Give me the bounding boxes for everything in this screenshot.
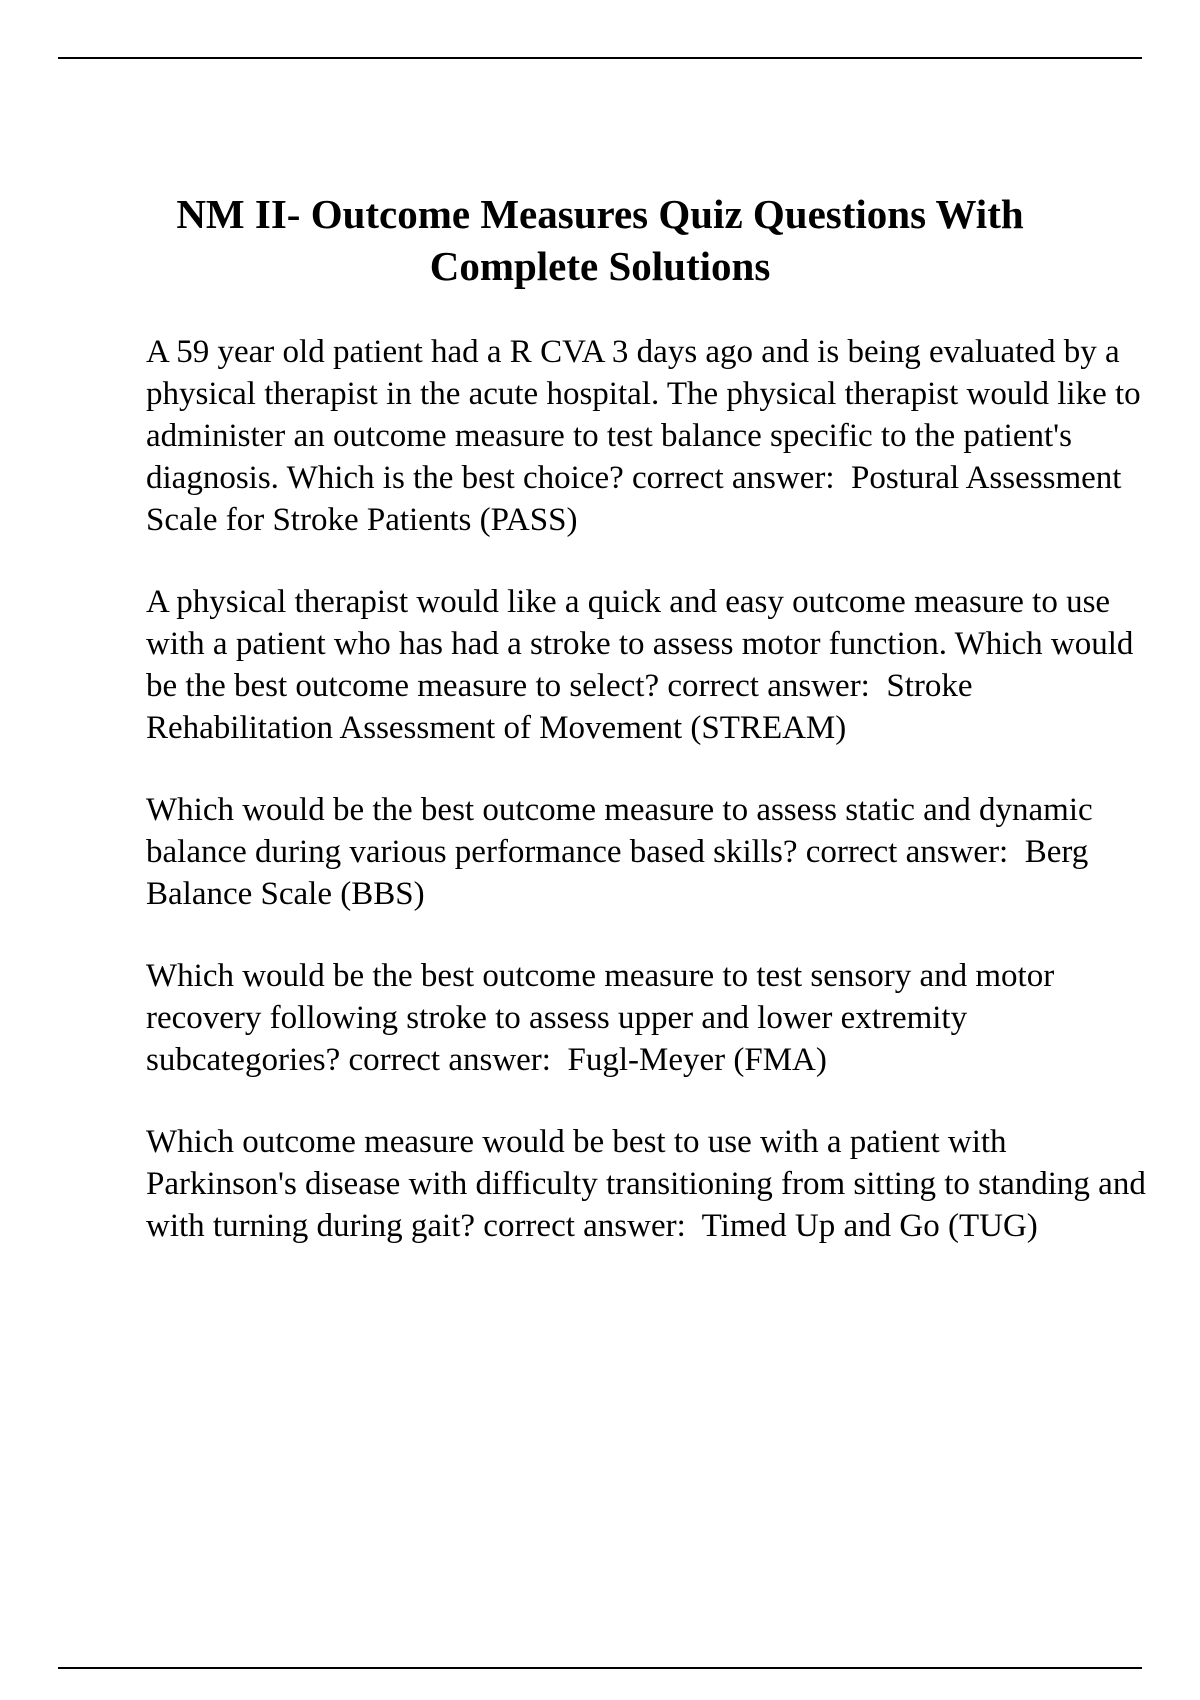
answer-label: correct answer: bbox=[483, 1208, 686, 1244]
top-rule bbox=[58, 57, 1142, 59]
answer-text: Postural Assessment Scale for Stroke Patients (PASS) bbox=[146, 460, 1130, 538]
answer-label: correct answer: bbox=[348, 1042, 551, 1078]
answer-label: correct answer: bbox=[632, 460, 835, 496]
qa-item-2 bbox=[146, 581, 1146, 749]
qa-item-3 bbox=[146, 789, 1146, 915]
answer-label: correct answer: bbox=[805, 834, 1009, 870]
answer-text: Fugl-Meyer (FMA) bbox=[567, 1042, 827, 1078]
answer-label: correct answer: bbox=[667, 668, 870, 704]
answer-text: Timed Up and Go (TUG) bbox=[701, 1208, 1038, 1244]
question-text: A 59 year old patient had a R CVA 3 days ago and is being evaluated by a physical therapist in the acute hospital. The physical therapist would like to administer an outcome measure to test balance specific to the patient's diagnosis. Which is the best choice? bbox=[146, 334, 1149, 496]
qa-list bbox=[146, 331, 1155, 1287]
answer-text: Berg Balance Scale (BBS) bbox=[146, 834, 1097, 912]
answer-text: Stroke Rehabilitation Assessment of Movement (STREAM) bbox=[146, 668, 981, 746]
qa-item-5 bbox=[146, 1121, 1155, 1247]
question-text: Which would be the best outcome measure to test sensory and motor recovery following stroke to assess upper and lower extremity subcategories? bbox=[146, 958, 1063, 1078]
qa-item-4 bbox=[146, 955, 1146, 1081]
qa-item-1 bbox=[146, 331, 1149, 541]
bottom-rule bbox=[58, 1667, 1142, 1669]
question-text: Which would be the best outcome measure to assess static and dynamic balance during various performance based skills? bbox=[146, 792, 1101, 870]
document-title: NM II- Outcome Measures Quiz Questions With Complete Solutions bbox=[176, 191, 1024, 289]
question-text: A physical therapist would like a quick and easy outcome measure to use with a patient who has had a stroke to assess motor function. Which would be the best outcome measure to select? bbox=[146, 584, 1142, 704]
question-text: Which outcome measure would be best to use with a patient with Parkinson's disease with difficulty transitioning from sitting to standing and with turning during gait? bbox=[146, 1124, 1155, 1244]
